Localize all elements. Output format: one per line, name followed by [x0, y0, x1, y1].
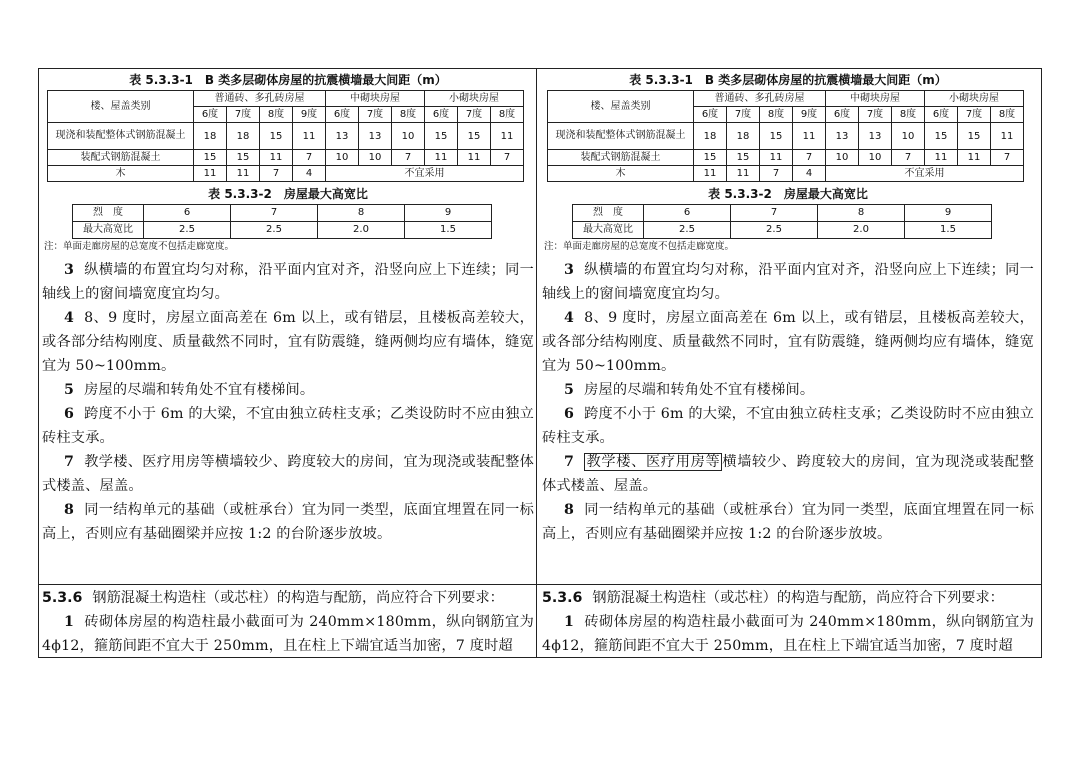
table1-cell: 11 — [925, 150, 958, 166]
table1-cell: 11 — [260, 150, 293, 166]
clause-item — [42, 258, 534, 306]
table2-cell: 6 — [144, 205, 231, 222]
table1-cell: 18 — [727, 123, 760, 150]
clause-item — [542, 306, 1034, 378]
table1-degree: 7度 — [359, 107, 392, 123]
clause-text: 跨度不小于 6m 的大梁，不宜由独立砖柱支承；乙类设防时不应由独立砖柱支承。 — [542, 406, 1034, 446]
table1-row-cat: 木 — [48, 166, 194, 182]
clause-item — [42, 450, 534, 498]
table1-cell-merged: 不宜采用 — [826, 166, 1024, 182]
table1-group: 小砌块房屋 — [925, 91, 1024, 107]
section-text: 钢筋混凝土构造柱（或芯柱）的构造与配筋，尚应符合下列要求： — [592, 590, 1004, 606]
section-heading — [42, 586, 534, 610]
table2-cell: 2.5 — [731, 222, 818, 239]
table1-degree: 8度 — [760, 107, 793, 123]
clause-item — [42, 610, 534, 658]
table1-degree: 7度 — [227, 107, 260, 123]
table1-degree: 8度 — [892, 107, 925, 123]
left-column — [42, 72, 534, 654]
clause-text: 纵横墙的布置宜均匀对称，沿平面内宜对齐，沿竖向应上下连续；同一轴线上的窗间墙宽度宜均匀。 — [542, 262, 1034, 302]
table2-cell: 8 — [318, 205, 405, 222]
table2-note: 注：单面走廊房屋的总宽度不包括走廊宽度。 — [44, 241, 235, 252]
table1-caption: 表 5.3.3-1 B 类多层砌体房屋的抗震横墙最大间距（m） — [629, 73, 947, 87]
table1-cell: 7 — [760, 166, 793, 182]
clause-list — [42, 258, 534, 546]
table1-degree: 7度 — [458, 107, 491, 123]
table1-caption: 表 5.3.3-1 B 类多层砌体房屋的抗震横墙最大间距（m） — [129, 73, 447, 87]
section-divider — [38, 584, 1042, 585]
table1-cell: 15 — [260, 123, 293, 150]
clause-number: 1 — [64, 614, 75, 630]
table2-cell: 2.5 — [644, 222, 731, 239]
clause-number: 4 — [64, 310, 75, 326]
clause-number: 3 — [564, 262, 575, 278]
table1-cell: 10 — [326, 150, 359, 166]
table1-degree: 7度 — [727, 107, 760, 123]
clause-item — [42, 402, 534, 450]
table-row — [548, 150, 1024, 166]
section-number: 5.3.6 — [42, 590, 83, 606]
table1-degree: 9度 — [793, 107, 826, 123]
table1-cell: 10 — [392, 123, 425, 150]
column-divider — [536, 68, 537, 658]
table2-note: 注：单面走廊房屋的总宽度不包括走廊宽度。 — [544, 241, 735, 252]
table1-degree: 9度 — [293, 107, 326, 123]
table2-cell: 6 — [644, 205, 731, 222]
table1-cell: 11 — [760, 150, 793, 166]
table1-cell: 13 — [359, 123, 392, 150]
table1-cell: 15 — [925, 123, 958, 150]
clause-item — [542, 402, 1034, 450]
table1-degree: 8度 — [991, 107, 1024, 123]
table1-cell: 7 — [991, 150, 1024, 166]
clause-item — [542, 498, 1034, 546]
table1-cell: 15 — [694, 150, 727, 166]
clause-number: 4 — [564, 310, 575, 326]
table2-label: 最大高宽比 — [73, 222, 144, 239]
right-column — [542, 72, 1034, 654]
table1-group: 中砌块房屋 — [326, 91, 425, 107]
clause-text: 砖砌体房屋的构造柱最小截面可为 240mm×180mm，纵向钢筋宜为 4ϕ12，箍筋间距不宜大于 250mm，且在柱上下端宜适当加密，7 度时超 — [542, 614, 1034, 654]
table2-label: 烈 度 — [573, 205, 644, 222]
table1-cell: 10 — [359, 150, 392, 166]
table2-cell: 7 — [231, 205, 318, 222]
table1-cell: 10 — [826, 150, 859, 166]
table1-cell: 11 — [458, 150, 491, 166]
clause-item — [42, 378, 534, 402]
table-row — [573, 205, 992, 222]
clause-text: 8、9 度时，房屋立面高差在 6m 以上，或有错层，且楼板高差较大，或各部分结构刚度、质量截然不同时，宜有防震缝，缝两侧均应有墙体，缝宽宜为 50~100mm。 — [542, 310, 1034, 374]
clause-text: 房屋的尽端和转角处不宜有楼梯间。 — [584, 382, 815, 398]
table1-cell: 7 — [793, 150, 826, 166]
table1-cell: 7 — [491, 150, 524, 166]
table1-degree: 8度 — [491, 107, 524, 123]
table1-cell: 7 — [260, 166, 293, 182]
table1-cell: 15 — [727, 150, 760, 166]
table1-cell: 10 — [892, 123, 925, 150]
table1-cell: 13 — [859, 123, 892, 150]
clause-text: 同一结构单元的基础（或桩承台）宜为同一类型，底面宜埋置在同一标高上，否则应有基础圈梁并应按 1:2 的台阶逐步放坡。 — [42, 502, 534, 542]
table1-group: 中砌块房屋 — [826, 91, 925, 107]
section-text: 钢筋混凝土构造柱（或芯柱）的构造与配筋，尚应符合下列要求： — [92, 590, 504, 606]
table1-group: 普通砖、多孔砖房屋 — [194, 91, 326, 107]
table1-cell: 4 — [793, 166, 826, 182]
table1-group: 小砌块房屋 — [425, 91, 524, 107]
table-row — [48, 150, 524, 166]
clause-number: 5 — [64, 382, 75, 398]
table1-cell: 11 — [293, 123, 326, 150]
table2 — [572, 204, 992, 239]
clause-item — [542, 450, 1034, 498]
clause-number: 7 — [64, 454, 75, 470]
table-row — [73, 205, 492, 222]
table1-cell: 11 — [694, 166, 727, 182]
table2-cell: 2.5 — [231, 222, 318, 239]
table1-cell: 11 — [491, 123, 524, 150]
table-row — [548, 123, 1024, 150]
table2-caption: 表 5.3.3-2 房屋最大高宽比 — [708, 187, 868, 201]
table1-cell: 15 — [458, 123, 491, 150]
table1-cell: 15 — [227, 150, 260, 166]
table1-degree: 7度 — [859, 107, 892, 123]
table1-cell: 15 — [760, 123, 793, 150]
table1 — [547, 90, 1024, 182]
table1-cell: 4 — [293, 166, 326, 182]
clause-item — [42, 306, 534, 378]
table1-group: 普通砖、多孔砖房屋 — [694, 91, 826, 107]
table1-cell: 7 — [892, 150, 925, 166]
table1 — [47, 90, 524, 182]
clause-text: 房屋的尽端和转角处不宜有楼梯间。 — [84, 382, 315, 398]
table1-row-cat: 装配式钢筋混凝土 — [548, 150, 694, 166]
table1-row-cat: 现浇和装配整体式钢筋混凝土 — [548, 123, 694, 150]
table1-cell: 10 — [859, 150, 892, 166]
table1-degree: 6度 — [194, 107, 227, 123]
table1-cell: 13 — [326, 123, 359, 150]
clause-number: 3 — [64, 262, 75, 278]
table1-cell: 13 — [826, 123, 859, 150]
table2-cell: 1.5 — [405, 222, 492, 239]
table1-header-cat: 楼、屋盖类别 — [48, 91, 194, 123]
table1-cell: 11 — [727, 166, 760, 182]
table1-cell: 15 — [958, 123, 991, 150]
table1-cell: 11 — [793, 123, 826, 150]
highlight-box: 教学楼、医疗用房等 — [586, 454, 721, 470]
clause-item — [542, 610, 1034, 658]
table1-cell: 11 — [991, 123, 1024, 150]
table1-degree: 8度 — [392, 107, 425, 123]
table2-cell: 1.5 — [905, 222, 992, 239]
table1-degree: 8度 — [260, 107, 293, 123]
table1-degree: 7度 — [958, 107, 991, 123]
table2-caption: 表 5.3.3-2 房屋最大高宽比 — [208, 187, 368, 201]
clause-text: 纵横墙的布置宜均匀对称，沿平面内宜对齐，沿竖向应上下连续；同一轴线上的窗间墙宽度宜均匀。 — [42, 262, 534, 302]
table1-degree: 6度 — [326, 107, 359, 123]
table2-label: 最大高宽比 — [573, 222, 644, 239]
table1-degree: 6度 — [694, 107, 727, 123]
section-block — [542, 586, 1034, 658]
table-row — [573, 222, 992, 239]
table1-cell: 11 — [194, 166, 227, 182]
section-heading — [542, 586, 1034, 610]
table1-header-cat: 楼、屋盖类别 — [548, 91, 694, 123]
table1-cell: 11 — [227, 166, 260, 182]
table1-cell: 11 — [958, 150, 991, 166]
clause-text: 砖砌体房屋的构造柱最小截面可为 240mm×180mm，纵向钢筋宜为 4ϕ12，箍筋间距不宜大于 250mm，且在柱上下端宜适当加密，7 度时超 — [42, 614, 534, 654]
table-row — [48, 166, 524, 182]
table2-cell: 8 — [818, 205, 905, 222]
clause-number: 1 — [564, 614, 575, 630]
clause-number: 6 — [64, 406, 75, 422]
clause-number: 5 — [564, 382, 575, 398]
clause-number: 7 — [564, 454, 575, 470]
table1-row-cat: 现浇和装配整体式钢筋混凝土 — [48, 123, 194, 150]
table1-cell: 18 — [194, 123, 227, 150]
table2-cell: 2.5 — [144, 222, 231, 239]
clause-text: 教学楼、医疗用房等横墙较少、跨度较大的房间，宜为现浇或装配整体式楼盖、屋盖。 — [42, 454, 534, 494]
table2-cell: 7 — [731, 205, 818, 222]
clause-item — [542, 258, 1034, 306]
table1-row-cat: 装配式钢筋混凝土 — [48, 150, 194, 166]
clause-number: 8 — [64, 502, 75, 518]
table1-cell: 7 — [293, 150, 326, 166]
clause-text: 跨度不小于 6m 的大梁，不宜由独立砖柱支承；乙类设防时不应由独立砖柱支承。 — [42, 406, 534, 446]
table-row — [48, 123, 524, 150]
table1-degree: 6度 — [925, 107, 958, 123]
table1-cell: 15 — [425, 123, 458, 150]
table2-cell: 2.0 — [318, 222, 405, 239]
table2-label: 烈 度 — [73, 205, 144, 222]
clause-number: 6 — [564, 406, 575, 422]
clause-text: 8、9 度时，房屋立面高差在 6m 以上，或有错层，且楼板高差较大，或各部分结构刚度、质量截然不同时，宜有防震缝，缝两侧均应有墙体，缝宽宜为 50~100mm。 — [42, 310, 534, 374]
section-block — [42, 586, 534, 658]
table1-degree: 6度 — [826, 107, 859, 123]
table1-cell: 15 — [194, 150, 227, 166]
table1-cell: 7 — [392, 150, 425, 166]
table1-cell: 11 — [425, 150, 458, 166]
section-number: 5.3.6 — [542, 590, 583, 606]
clause-text: 横墙较少、跨度较大的房间，宜为现浇或装配整体式楼盖、屋盖。 — [542, 454, 1034, 494]
table-row — [73, 222, 492, 239]
clause-item — [542, 378, 1034, 402]
table2-cell: 9 — [905, 205, 992, 222]
table2-cell: 9 — [405, 205, 492, 222]
table1-cell: 18 — [227, 123, 260, 150]
table1-row-cat: 木 — [548, 166, 694, 182]
table1-degree: 6度 — [425, 107, 458, 123]
table1-cell: 18 — [694, 123, 727, 150]
table2-cell: 2.0 — [818, 222, 905, 239]
clause-number: 8 — [564, 502, 575, 518]
table-row — [548, 166, 1024, 182]
table2 — [72, 204, 492, 239]
clause-text: 同一结构单元的基础（或桩承台）宜为同一类型，底面宜埋置在同一标高上，否则应有基础圈梁并应按 1:2 的台阶逐步放坡。 — [542, 502, 1034, 542]
clause-list — [542, 258, 1034, 546]
table1-cell-merged: 不宜采用 — [326, 166, 524, 182]
clause-item — [42, 498, 534, 546]
